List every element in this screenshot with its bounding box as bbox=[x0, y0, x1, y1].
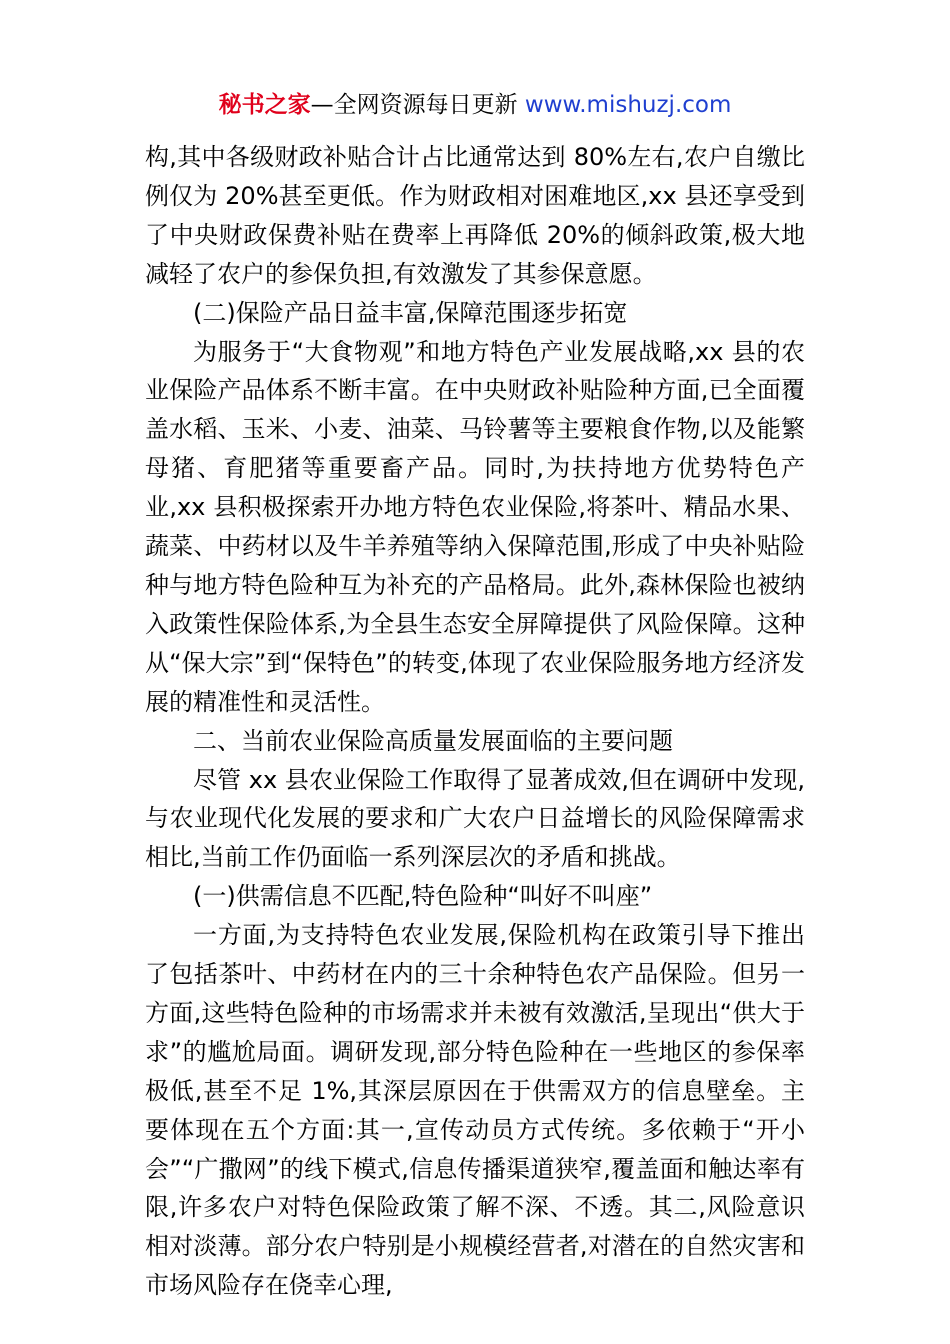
paragraph: 一方面,为支持特色农业发展,保险机构在政策引导下推出了包括茶叶、中药材在内的三十余种特色农产品保险。但另一方面,这些特色险种的市场需求并未被有效激活,呈现出“供大于求”的尴尬局面。调研发现,部分特色险种在一些地区的参保率极低,甚至不足 1%,其深层原因在于供需双方的信息壁垒。主要体现在五个方面:其一,宣传动员方式传统。多依赖于“开小会”“广撒网”的线下模式,信息传播渠道狭窄,覆盖面和触达率有限,许多农户对特色保险政策了解不深、不透。其二,风险意识相对淡薄。部分农户特别是小规模经营者,对潜在的自然灾害和市场风险存在侥幸心理, bbox=[145, 921, 805, 1300]
subsection-heading-2: (二)保险产品日益丰富,保障范围逐步拓宽 bbox=[193, 298, 628, 327]
section-heading-2: 二、当前农业保险高质量发展面临的主要问题 bbox=[193, 726, 673, 755]
page-header bbox=[0, 88, 950, 122]
header-url-link[interactable]: www.mishuzj.com bbox=[524, 92, 732, 118]
header-slogan: 全网资源每日更新 bbox=[333, 92, 525, 118]
paragraph: 尽管 xx 县农业保险工作取得了显著成效,但在调研中发现,与农业现代化发展的要求和广大农户日益增长的风险保障需求相比,当前工作仍面临一系列深层次的矛盾和挑战。 bbox=[145, 765, 805, 872]
header-separator: — bbox=[310, 92, 334, 118]
subsection-heading-1: (一)供需信息不匹配,特色险种“叫好不叫座” bbox=[193, 882, 653, 911]
paragraph-continuation: 构,其中各级财政补贴合计占比通常达到 80%左右,农户自缴比例仅为 20%甚至更低。作为财政相对困难地区,xx 县还享受到了中央财政保费补贴在费率上再降低 20%的倾斜政策,极大地减轻了农户的参保负担,有效激发了其参保意愿。 bbox=[145, 143, 805, 288]
document-body bbox=[145, 138, 805, 1305]
paragraph: 为服务于“大食物观”和地方特色产业发展战略,xx 县的农业保险产品体系不断丰富。在中央财政补贴险种方面,已全面覆盖水稻、玉米、小麦、油菜、马铃薯等主要粮食作物,以及能繁母猪、育肥猪等重要畜产品。同时,为扶持地方优势特色产业,xx 县积极探索开办地方特色农业保险,将茶叶、精品水果、蔬菜、中药材以及牛羊养殖等纳入保障范围,形成了中央补贴险种与地方特色险种互为补充的产品格局。此外,森林保险也被纳入政策性保险体系,为全县生态安全屏障提供了风险保障。这种从“保大宗”到“保特色”的转变,体现了农业保险服务地方经济发展的精准性和灵活性。 bbox=[145, 337, 805, 716]
brand-name: 秘书之家 bbox=[218, 92, 311, 118]
